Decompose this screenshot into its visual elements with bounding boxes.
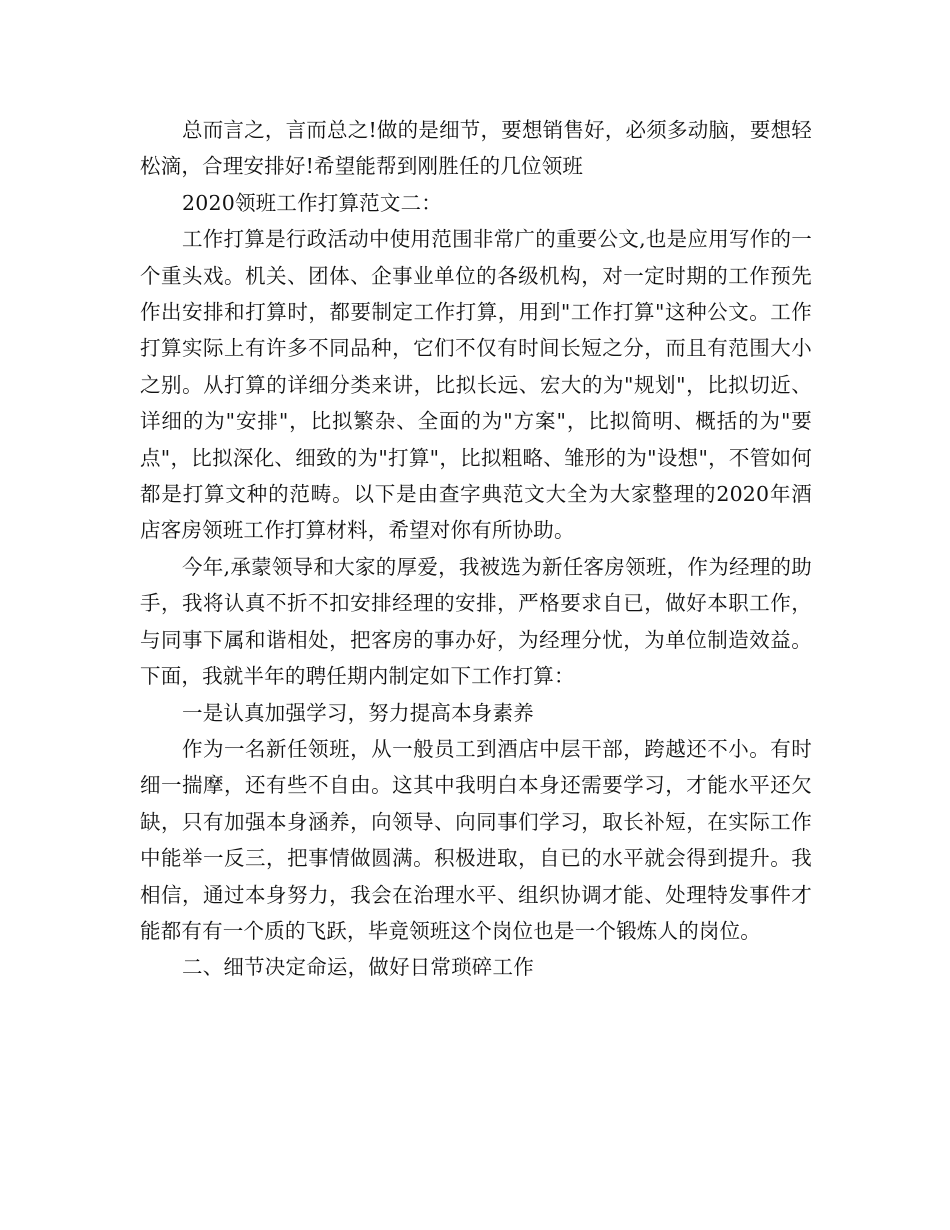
section-heading-sample-two: 2020领班工作打算范文二：: [182, 190, 442, 215]
paragraph-introduction: 今年,承蒙领导和大家的厚爱，我被选为新任客房领班，作为经理的助手，我将认真不折不扣安排经理的安排，严格要求自已，做好本职工作，与同事下属和谐相处，把客房的事办好，为经理分忧，为单位制造效益。下面，我就半年的聘任期内制定如下工作打算：: [140, 554, 812, 689]
paragraph-plan-definition: 工作打算是行政活动中使用范围非常广的重要公文,也是应用写作的一个重头戏。机关、团体、企事业单位的各级机构，对一定时期的工作预先作出安排和打算时，都要制定工作打算，用到"工作打算"这种公文。工作打算实际上有许多不同品种，它们不仅有时间长短之分，而且有范围大小之别。从打算的详细分类来讲，比拟长远、宏大的为"规划"，比拟切近、详细的为"安排"，比拟繁杂、全面的为"方案"，比拟简明、概括的为"要点"，比拟深化、细致的为"打算"，比拟粗略、雏形的为"设想"，不管如何都是打算文种的范畴。以下是由查字典范文大全为大家整理的2020年酒店客房领班工作打算材料，希望对你有所协助。: [140, 227, 812, 543]
document-body: [140, 112, 812, 986]
heading-point-two: 二、细节决定命运，做好日常琐碎工作: [182, 955, 534, 980]
heading-point-one: 一是认真加强学习，努力提高本身素养: [182, 700, 534, 725]
paragraph-point-one: 作为一名新任领班，从一般员工到酒店中层干部，跨越还不小。有时细一揣摩，还有些不自由。这其中我明白本身还需要学习，才能水平还欠缺，只有加强本身涵养，向领导、向同事们学习，取长补短，在实际工作中能举一反三，把事情做圆满。积极进取，自已的水平就会得到提升。我相信，通过本身努力，我会在治理水平、组织协调才能、处理特发事件才能都有有一个质的飞跃，毕竟领班这个岗位也是一个锻炼人的岗位。: [140, 736, 812, 943]
paragraph-summary: 总而言之，言而总之!做的是细节，要想销售好，必须多动脑，要想轻松滴，合理安排好!希望能帮到刚胜任的几位领班: [140, 118, 812, 179]
